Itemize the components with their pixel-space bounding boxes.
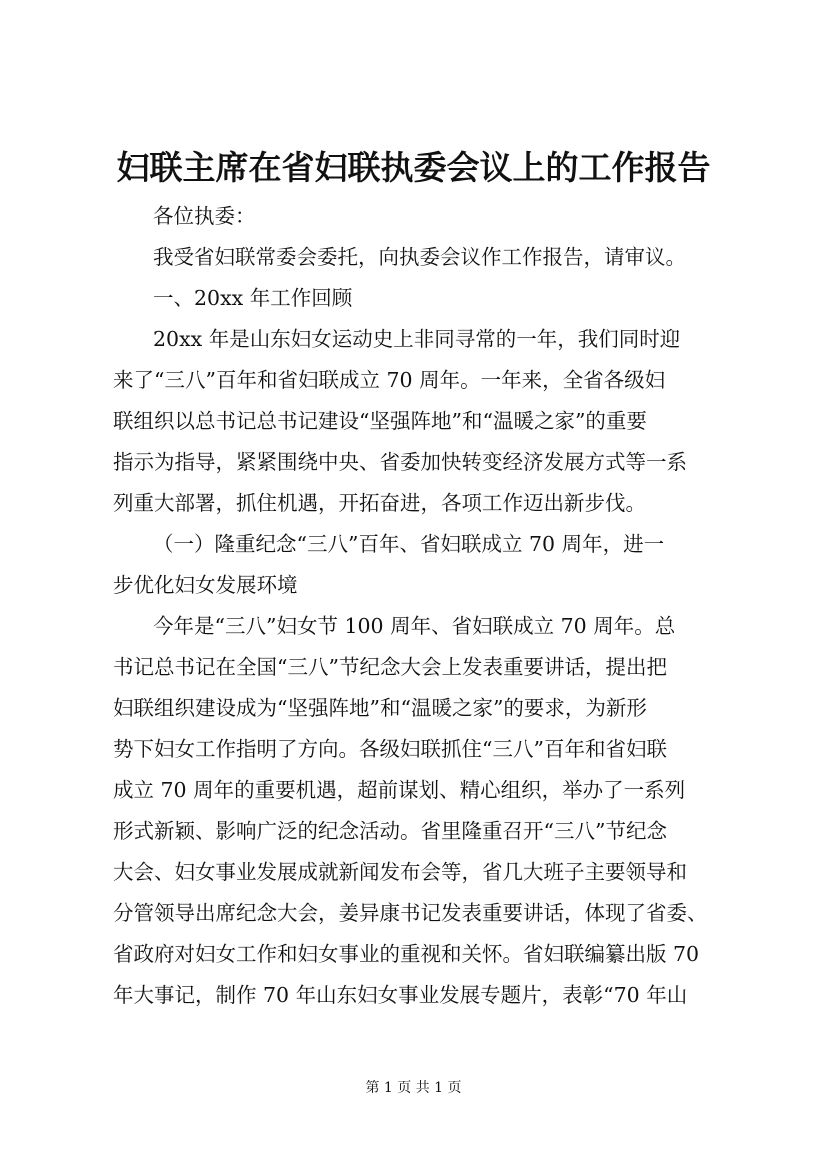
page-footer: 第 1 页 共 1 页 <box>365 1080 462 1096</box>
paragraph-line: 步优化妇女发展环境 <box>113 573 298 597</box>
paragraph-line: 成立 70 周年的重要机遇，超前谋划、精心组织，举办了一系列 <box>113 778 686 802</box>
paragraph-line: 20xx 年是山东妇女运动史上非同寻常的一年，我们同时迎 <box>153 327 681 351</box>
document-body <box>113 196 733 1016</box>
paragraph-line: 列重大部署，抓住机遇，开拓奋进，各项工作迈出新步伐。 <box>113 491 646 515</box>
paragraph-line: 大会、妇女事业发展成就新闻发布会等，省几大班子主要领导和 <box>113 860 687 884</box>
paragraph-line: 各位执委： <box>153 204 256 228</box>
paragraph-line: （一）隆重纪念“三八”百年、省妇联成立 70 周年，进一 <box>153 532 665 556</box>
paragraph-line: 形式新颖、影响广泛的纪念活动。省里隆重召开“三八”节纪念 <box>113 819 667 843</box>
paragraph-line: 分管领导出席纪念大会，姜异康书记发表重要讲话，体现了省委、 <box>113 901 708 925</box>
document-title: 妇联主席在省妇联执委会议上的工作报告 <box>116 148 711 187</box>
paragraph-line: 联组织以总书记总书记建设“坚强阵地”和“温暖之家”的重要 <box>113 409 647 433</box>
paragraph-line: 一、20xx 年工作回顾 <box>153 286 353 310</box>
paragraph-line: 年大事记，制作 70 年山东妇女事业发展专题片，表彰“70 年山 <box>113 983 688 1007</box>
paragraph-line: 指示为指导，紧紧围绕中央、省委加快转变经济发展方式等一系 <box>113 450 687 474</box>
paragraph-line: 我受省妇联常委会委托，向执委会议作工作报告，请审议。 <box>153 245 686 269</box>
paragraph-line: 书记总书记在全国“三八”节纪念大会上发表重要讲话，提出把 <box>113 655 667 679</box>
paragraph-line: 妇联组织建设成为“坚强阵地”和“温暖之家”的要求，为新形 <box>113 696 647 720</box>
paragraph-line: 省政府对妇女工作和妇女事业的重视和关怀。省妇联编纂出版 70 <box>113 942 700 966</box>
paragraph-line: 今年是“三八”妇女节 100 周年、省妇联成立 70 周年。总 <box>153 614 676 638</box>
paragraph-line: 来了“三八”百年和省妇联成立 70 周年。一年来，全省各级妇 <box>113 368 666 392</box>
paragraph-line: 势下妇女工作指明了方向。各级妇联抓住“三八”百年和省妇联 <box>113 737 667 761</box>
